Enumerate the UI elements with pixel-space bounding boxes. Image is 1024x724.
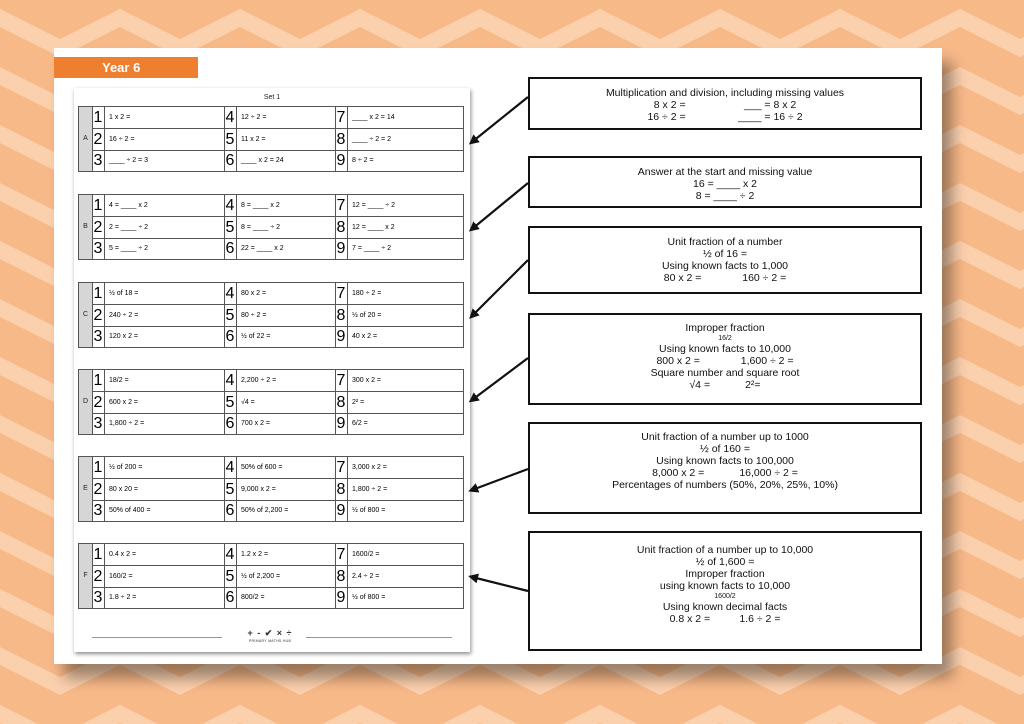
question-number: 5 xyxy=(225,306,235,324)
explanation-line: Using known decimal facts xyxy=(662,601,788,613)
question-block-c xyxy=(78,282,464,348)
explanation-line: ½ of 16 = xyxy=(702,248,748,260)
question-text: 6/2 = xyxy=(352,420,368,427)
question-number: 7 xyxy=(336,197,346,214)
year-label: Year 6 xyxy=(54,57,198,78)
question-number: 6 xyxy=(225,328,235,345)
question-number: 2 xyxy=(93,218,103,236)
question-number: 2 xyxy=(93,130,103,148)
question-number: 4 xyxy=(225,372,235,389)
question-block-f xyxy=(78,543,464,609)
question-number: 8 xyxy=(336,218,346,236)
question-text: ½ of 18 = xyxy=(109,290,139,297)
explanation-box-4 xyxy=(528,313,922,405)
question-number: 2 xyxy=(93,393,103,411)
column-divider xyxy=(347,457,348,521)
question-number: 3 xyxy=(93,415,103,432)
question-number: 5 xyxy=(225,130,235,148)
question-text: ½ of 800 = xyxy=(352,594,386,601)
worksheet xyxy=(74,88,470,652)
explanation-line: 80 x 2 = 160 ÷ 2 = xyxy=(663,272,787,284)
column-divider xyxy=(236,283,237,347)
question-text: ____ ÷ 2 = 2 xyxy=(352,135,392,143)
question-text: 240 ÷ 2 = xyxy=(109,311,139,319)
footer-line-right xyxy=(306,637,452,638)
column-divider xyxy=(347,195,348,259)
question-number: 3 xyxy=(93,328,103,345)
question-text: 50% of 400 = xyxy=(109,507,151,514)
question-text: 8 = ____ x 2 xyxy=(241,202,280,209)
question-number: 2 xyxy=(93,567,103,585)
explanation-line: 8 = ____ ÷ 2 xyxy=(695,190,755,202)
column-divider xyxy=(104,107,105,171)
question-text: 12 = ____ x 2 xyxy=(352,223,395,231)
question-number: 5 xyxy=(225,218,235,236)
column-divider xyxy=(347,107,348,171)
question-text: 80 x 2 = xyxy=(241,290,267,297)
question-text: 11 x 2 = xyxy=(241,135,266,143)
question-text: 800/2 = xyxy=(241,594,265,601)
question-text: 0.4 x 2 = xyxy=(109,551,137,558)
explanation-box-6 xyxy=(528,531,922,651)
question-number: 2 xyxy=(93,306,103,324)
question-text: 1,800 ÷ 2 = xyxy=(352,485,388,493)
explanation-line: √4 = 2²= xyxy=(689,379,761,391)
column-divider xyxy=(104,457,105,521)
question-number: 5 xyxy=(225,567,235,585)
explanation-line: 16 = ____ x 2 xyxy=(693,178,757,190)
question-text: 8 = ____ ÷ 2 xyxy=(241,223,281,231)
block-letter: D xyxy=(79,370,93,434)
column-divider xyxy=(236,544,237,608)
question-number: 7 xyxy=(336,459,346,476)
question-text: ____ x 2 = 24 xyxy=(241,157,284,164)
block-letter: E xyxy=(79,457,93,521)
question-text: 700 x 2 = xyxy=(241,420,270,427)
block-letter: A xyxy=(79,107,93,171)
explanation-line: 8 x 2 = ___ = 8 x 2 xyxy=(653,99,797,111)
question-number: 3 xyxy=(93,589,103,606)
question-number: 9 xyxy=(336,240,346,257)
explanation-line: Percentages of numbers (50%, 20%, 25%, 10%) xyxy=(612,479,838,491)
question-text: 1.2 x 2 = xyxy=(241,551,269,558)
question-text: 18/2 = xyxy=(109,377,129,384)
explanation-line: Using known facts to 1,000 xyxy=(661,260,789,272)
column-divider xyxy=(236,107,237,171)
logo-text: PRIMARY MATHS HUB xyxy=(248,639,292,643)
question-number: 6 xyxy=(225,240,235,257)
question-text: ½ of 22 = xyxy=(241,333,271,340)
explanation-box-1 xyxy=(528,77,922,130)
question-text: 120 x 2 = xyxy=(109,333,138,340)
explanation-line: Unit fraction of a number up to 10,000 xyxy=(636,544,814,556)
question-number: 9 xyxy=(336,502,346,519)
block-letter: B xyxy=(79,195,93,259)
question-number: 7 xyxy=(336,546,346,563)
column-divider xyxy=(104,370,105,434)
question-text: 3,000 x 2 = xyxy=(352,464,387,471)
question-number: 8 xyxy=(336,567,346,585)
question-block-a xyxy=(78,106,464,172)
question-block-e xyxy=(78,456,464,522)
explanation-line: Unit fraction of a number up to 1000 xyxy=(641,431,809,443)
question-number: 6 xyxy=(225,415,235,432)
column-divider xyxy=(236,195,237,259)
question-text: 9,000 x 2 = xyxy=(241,485,276,493)
question-text: 160/2 = xyxy=(109,572,133,580)
block-letter: C xyxy=(79,283,93,347)
explanation-line: Using known facts to 10,000 xyxy=(659,343,791,355)
question-number: 4 xyxy=(225,459,235,476)
question-text: 1600/2 = xyxy=(352,551,380,558)
question-number: 7 xyxy=(336,285,346,302)
question-text: 12 = ____ ÷ 2 xyxy=(352,202,395,209)
explanation-line: ½ of 160 = xyxy=(700,443,750,455)
question-number: 1 xyxy=(93,459,103,476)
question-number: 5 xyxy=(225,393,235,411)
explanation-line: Unit fraction of a number xyxy=(667,236,783,248)
question-text: ½ of 800 = xyxy=(352,507,386,514)
question-text: 16 ÷ 2 = xyxy=(109,135,135,143)
explanation-line: using known facts to 10,000 xyxy=(659,580,791,592)
question-number: 1 xyxy=(93,546,103,563)
question-block-b xyxy=(78,194,464,260)
question-number: 8 xyxy=(336,306,346,324)
explanation-line: 1600/2 xyxy=(714,593,736,600)
column-divider xyxy=(236,370,237,434)
explanation-line: 0.8 x 2 = 1.6 ÷ 2 = xyxy=(669,613,781,625)
question-number: 4 xyxy=(225,285,235,302)
question-number: 6 xyxy=(225,502,235,519)
explanation-line: 8,000 x 2 = 16,000 ÷ 2 = xyxy=(652,467,798,479)
question-number: 6 xyxy=(225,152,235,169)
explanation-box-3 xyxy=(528,226,922,294)
column-divider xyxy=(347,370,348,434)
question-number: 4 xyxy=(225,546,235,563)
question-text: 80 ÷ 2 = xyxy=(241,311,267,319)
question-number: 4 xyxy=(225,197,235,214)
explanation-line: Improper fraction xyxy=(685,322,765,334)
question-number: 7 xyxy=(336,372,346,389)
column-divider xyxy=(347,544,348,608)
question-number: 5 xyxy=(225,480,235,498)
question-number: 9 xyxy=(336,415,346,432)
question-number: 8 xyxy=(336,130,346,148)
question-text: √4 = xyxy=(241,398,255,406)
explanation-line: Improper fraction xyxy=(685,568,765,580)
question-text: 180 ÷ 2 = xyxy=(352,290,382,297)
question-number: 9 xyxy=(336,589,346,606)
question-number: 1 xyxy=(93,285,103,302)
question-text: 5 = ____ ÷ 2 xyxy=(109,245,149,252)
question-number: 7 xyxy=(336,109,346,126)
question-number: 1 xyxy=(93,197,103,214)
question-number: 1 xyxy=(93,109,103,126)
explanation-line: Multiplication and division, including missing values xyxy=(605,87,845,99)
explanation-line: 800 x 2 = 1,600 ÷ 2 = xyxy=(656,355,794,367)
explanation-line: ½ of 1,600 = xyxy=(695,556,755,568)
explanation-line: 16 ÷ 2 = ____ = 16 ÷ 2 xyxy=(647,111,803,123)
block-letter: F xyxy=(79,544,93,608)
question-text: 1 x 2 = xyxy=(109,114,131,121)
question-text: 8 ÷ 2 = xyxy=(352,157,374,164)
column-divider xyxy=(236,457,237,521)
question-text: ½ of 2,200 = xyxy=(241,572,281,580)
question-number: 8 xyxy=(336,480,346,498)
question-number: 9 xyxy=(336,152,346,169)
question-text: 2² = xyxy=(352,398,365,406)
question-text: ____ x 2 = 14 xyxy=(352,114,395,121)
question-text: 4 = ____ x 2 xyxy=(109,202,148,209)
explanation-line: 16/2 xyxy=(718,335,732,342)
question-number: 1 xyxy=(93,372,103,389)
question-number: 4 xyxy=(225,109,235,126)
question-number: 3 xyxy=(93,152,103,169)
question-text: 300 x 2 = xyxy=(352,377,381,384)
question-text: ½ of 200 = xyxy=(109,464,143,471)
question-text: 1,800 ÷ 2 = xyxy=(109,420,145,427)
question-text: 40 x 2 = xyxy=(352,333,378,340)
question-text: 7 = ____ ÷ 2 xyxy=(352,245,392,252)
question-text: ____ ÷ 2 = 3 xyxy=(109,157,149,164)
question-number: 3 xyxy=(93,502,103,519)
question-block-d xyxy=(78,369,464,435)
explanation-line: Using known facts to 100,000 xyxy=(656,455,794,467)
question-text: 2.4 ÷ 2 = xyxy=(352,572,380,580)
question-text: ½ of 20 = xyxy=(352,311,382,319)
footer-line-left xyxy=(92,637,222,638)
question-text: 600 x 2 = xyxy=(109,398,138,406)
question-text: 2 = ____ ÷ 2 xyxy=(109,223,149,231)
question-text: 50% of 600 = xyxy=(241,464,283,471)
question-text: 80 x 20 = xyxy=(109,485,138,493)
column-divider xyxy=(104,195,105,259)
question-number: 8 xyxy=(336,393,346,411)
question-text: 22 = ____ x 2 xyxy=(241,245,284,252)
explanation-box-2 xyxy=(528,156,922,208)
question-text: 1.8 ÷ 2 = xyxy=(109,594,137,601)
explanation-box-5 xyxy=(528,422,922,514)
question-text: 12 ÷ 2 = xyxy=(241,114,267,121)
logo-symbols: + - ✔ × ÷ xyxy=(247,628,293,638)
set-title: Set 1 xyxy=(263,94,281,101)
question-number: 2 xyxy=(93,480,103,498)
question-number: 9 xyxy=(336,328,346,345)
question-number: 6 xyxy=(225,589,235,606)
explanation-line: Square number and square root xyxy=(650,367,800,379)
column-divider xyxy=(347,283,348,347)
question-text: 2,200 ÷ 2 = xyxy=(241,377,277,384)
question-text: 50% of 2,200 = xyxy=(241,507,289,514)
column-divider xyxy=(104,544,105,608)
column-divider xyxy=(104,283,105,347)
question-number: 3 xyxy=(93,240,103,257)
brand-logo xyxy=(232,628,308,648)
explanation-line: Answer at the start and missing value xyxy=(637,166,813,178)
